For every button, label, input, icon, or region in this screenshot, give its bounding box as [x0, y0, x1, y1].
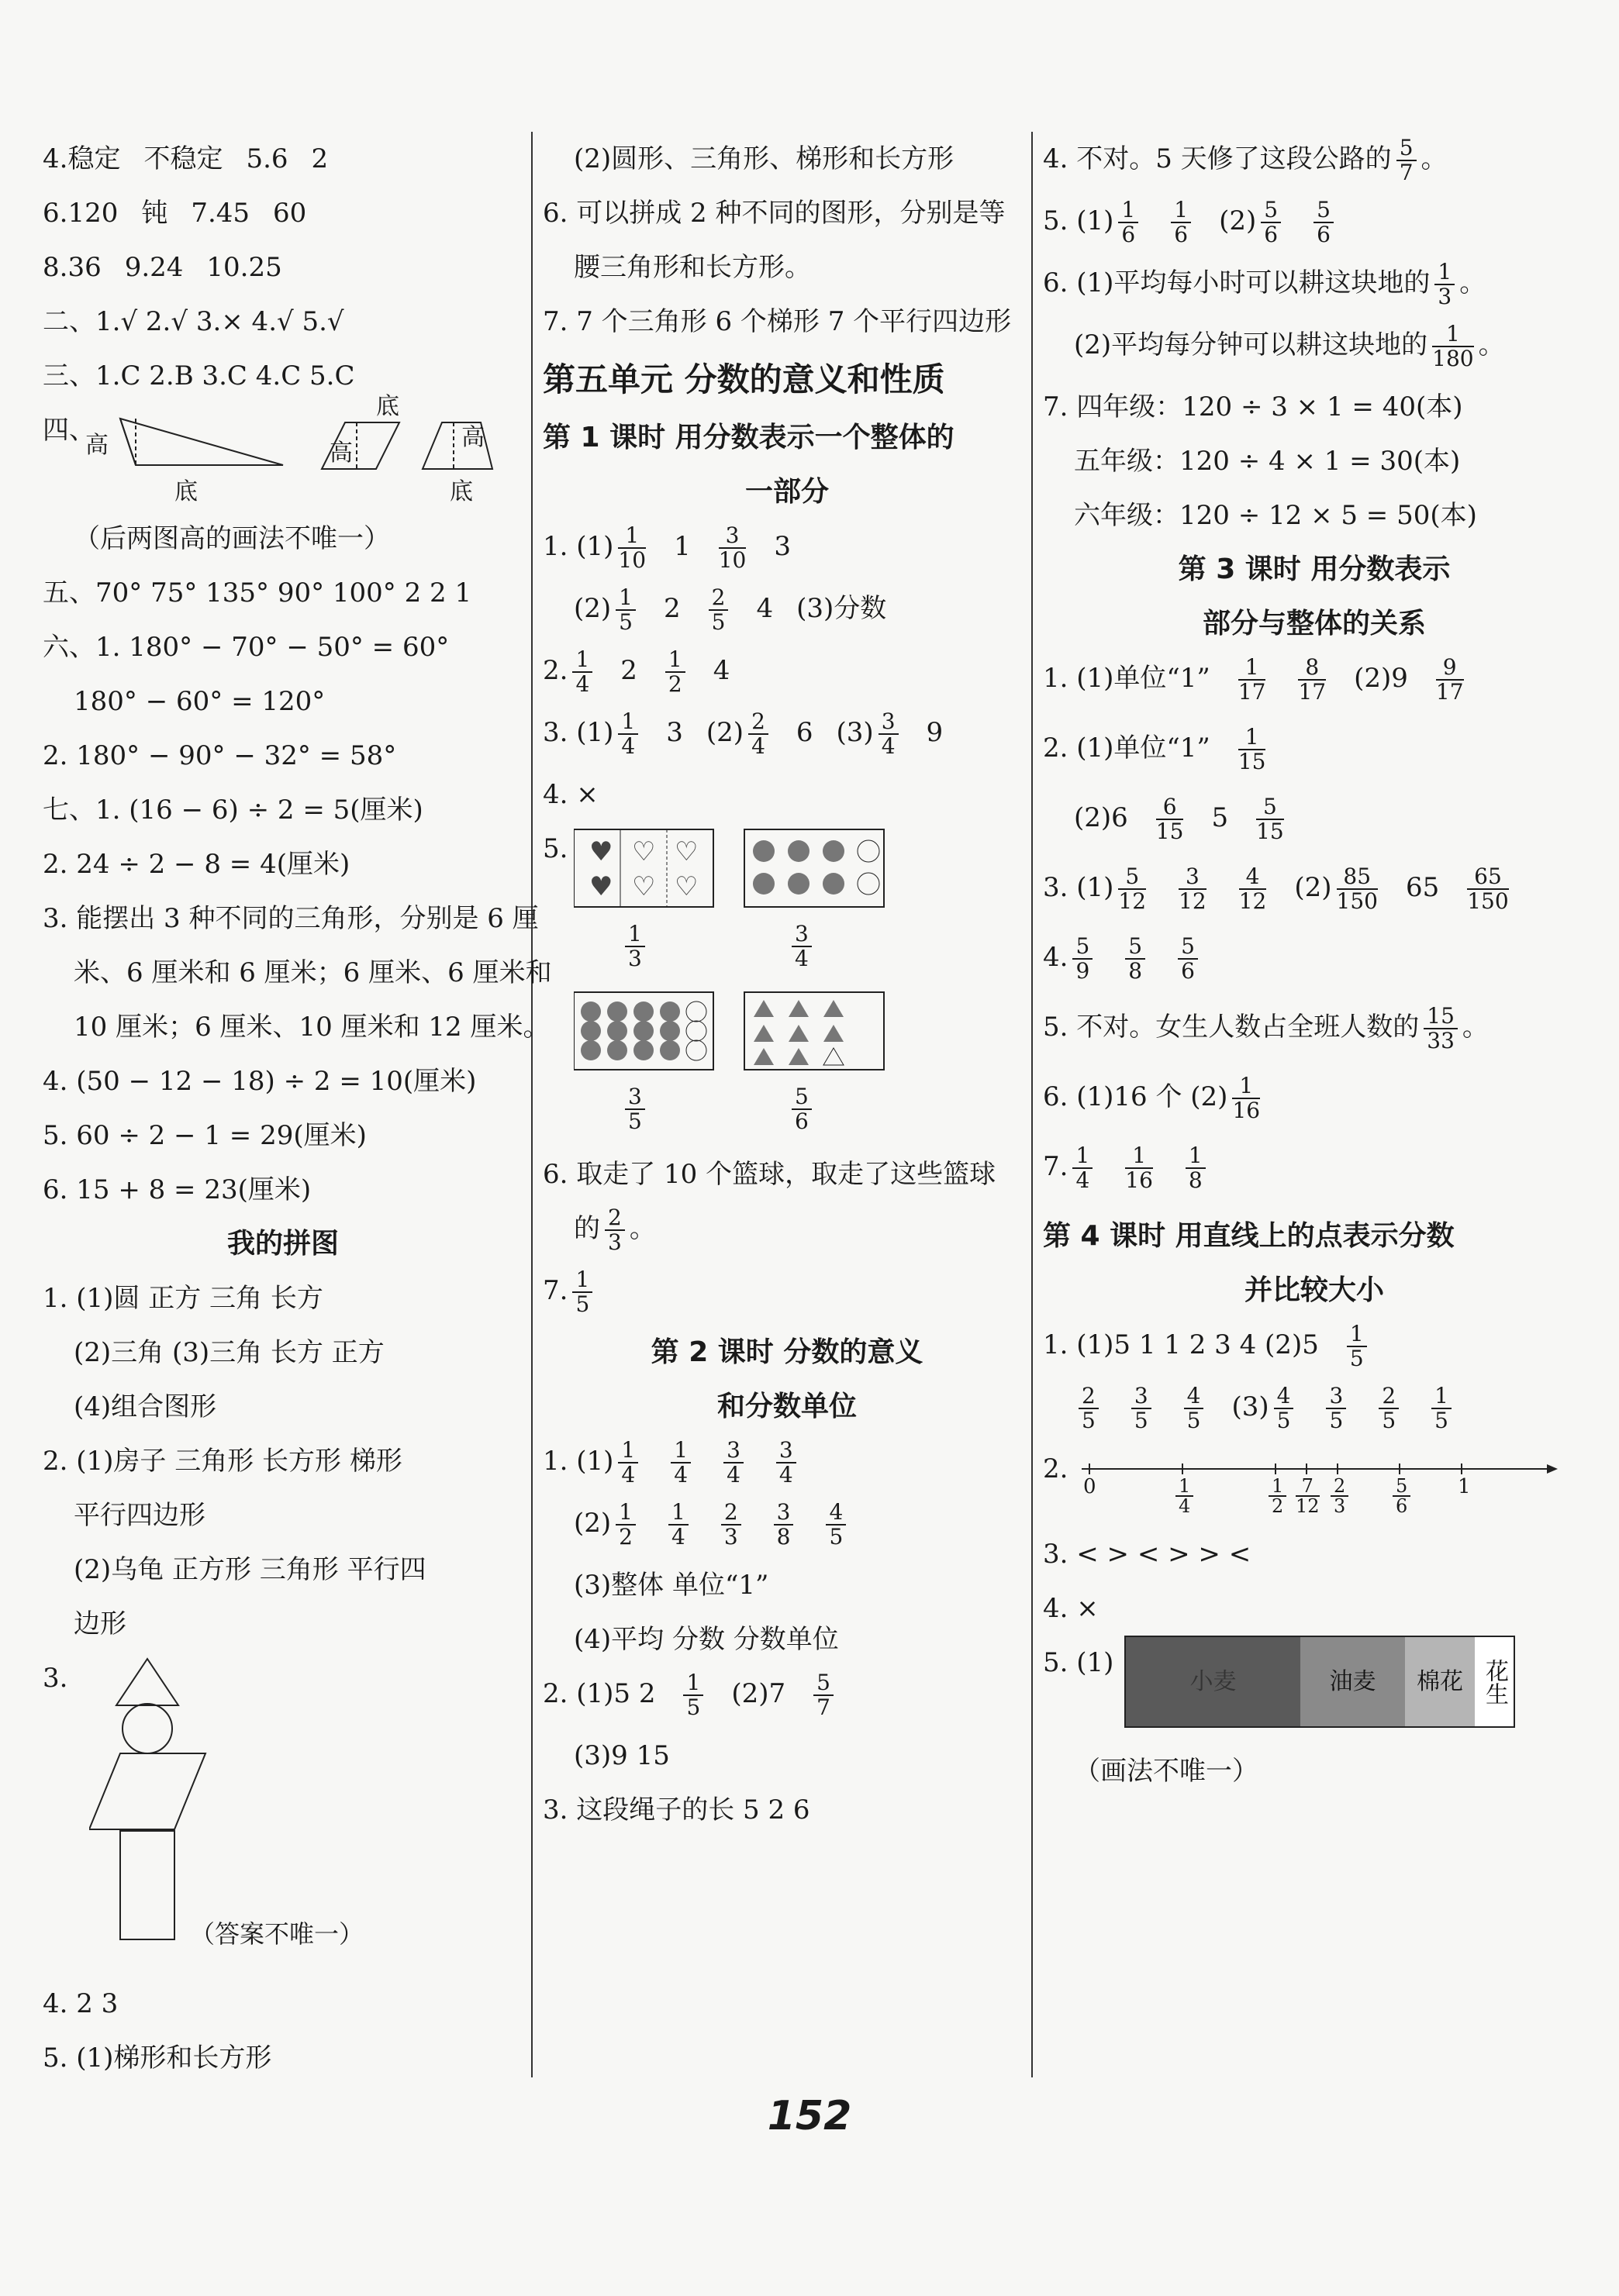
label-height: 高 [461, 424, 485, 451]
column-2 [543, 132, 1031, 1837]
fraction-label: 5 6 [792, 1085, 812, 1133]
answer-line: 2. $\frac{1}{4}$ 2 $\frac{1}{2}$ 4 [543, 646, 730, 697]
label-base: 底 [450, 478, 473, 505]
answer-line: 4. 不对。5 天修了这段公路的 $\frac{5}{7}$ 。 [1043, 135, 1448, 185]
answer-line: (2)6 $\frac{6}{15}$ 5 $\frac{5}{15}$ [1074, 794, 1284, 844]
answer-line: 5. (1)梯形和长方形 [43, 2043, 272, 2074]
crop-bar [1124, 1636, 1515, 1728]
answer-line: 5. (1) $\frac{1}{6}$ $\frac{1}{6}$ (2) $\frac{5}{6}$ $\frac{5}{6}$ [1043, 194, 1586, 256]
answer-line: 六、1. 180° − 70° − 50° = 60° [43, 632, 450, 663]
number-line-axis [1082, 1457, 1562, 1481]
lesson-title: 一部分 [744, 476, 829, 508]
answer-line: 1. (1) $\frac{1}{10}$ 1 $\frac{3}{10}$ 3 [543, 522, 791, 573]
answer-line: 4. × [543, 779, 599, 810]
answer-line: 2. 180° − 90° − 32° = 58° [43, 740, 397, 771]
lesson-title: 和分数单位 [716, 1391, 857, 1422]
answer-line: 1. (1)5 1 1 2 3 4 (2)5 $\frac{1}{5}$ [1043, 1318, 1586, 1380]
svg-text:♡: ♡ [632, 871, 656, 902]
answer-line: 6.120 钝 7.45 60 [43, 198, 307, 229]
answer-line: 边形 [74, 1608, 126, 1639]
tick-label: 1 2 [1269, 1477, 1286, 1515]
answer-line: (2)三角 (3)三角 长方 正方 [74, 1337, 385, 1368]
answer-line: 4. $\frac{5}{9}$ $\frac{5}{8}$ $\frac{5}{6}$ [1043, 930, 1586, 1000]
answer-line: 2. (1)房子 三角形 长方形 梯形 [43, 1446, 402, 1477]
answer-line: 6. (1)平均每小时可以耕这块地的 $\frac{1}{3}$ 。 [1043, 259, 1486, 309]
answer-line: 6. 可以拼成 2 种不同的图形，分别是等 [543, 198, 1006, 229]
answer-line: (2)平均每分钟可以耕这块地的 $\frac{1}{180}$ 。 [1074, 321, 1505, 371]
column-3 [1043, 132, 1586, 1798]
answer-line: 4. (50 − 12 − 18) ÷ 2 = 10(厘米) [43, 1066, 477, 1097]
crop-segment-oat: 油麦 [1300, 1637, 1405, 1726]
answer-line: 6. (1)16 个 (2) $\frac{1}{16}$ [1043, 1073, 1261, 1123]
answer-line: 7. $\frac{1}{5}$ [543, 1263, 1031, 1326]
answer-line: 3. (1) $\frac{5}{12}$ $\frac{3}{12}$ $\frac{4}{12}$ (2) $\frac{85}{150}$ 65 $\frac{65}{150}$ [1043, 864, 1509, 914]
number-line: 2. 0 1 4 1 2 7 12 2 3 5 6 1 [1043, 1442, 1586, 1527]
answer-line: 1. (1)单位“1” $\frac{1}{17}$ $\frac{8}{17}$ (2)9 $\frac{9}{17}$ [1043, 654, 1464, 705]
answer-line: 二、1.√ 2.√ 3.× 4.√ 5.√ [43, 306, 344, 337]
fraction-label: 1 3 [625, 922, 645, 970]
answer-line: 腰三角形和长方形。 [574, 252, 811, 283]
note-line: （画法不唯一） [1074, 1756, 1258, 1787]
answer-line: (3)9 15 [574, 1740, 670, 1771]
answer-line: 7. 7 个三角形 6 个梯形 7 个平行四边形 [543, 306, 1012, 337]
unit-title: 第五单元 分数的意义和性质 [543, 360, 945, 398]
tick-label: 1 4 [1175, 1477, 1193, 1515]
answer-line: 三、1.C 2.B 3.C 4.C 5.C [43, 360, 355, 391]
tick-label: 2 3 [1331, 1477, 1348, 1515]
answer-line: 1. (1)圆 正方 三角 长方 [43, 1283, 323, 1314]
lesson-title: 第 1 课时 用分数表示一个整体的 [543, 422, 954, 453]
fraction-label: 3 4 [792, 922, 812, 970]
answer-line: 2. (1)5 2 $\frac{1}{5}$ (2)7 $\frac{5}{7}$ [543, 1667, 1031, 1729]
answer-line: 5. 不对。女生人数占全班人数的 $\frac{15}{33}$ 。 [1043, 1003, 1489, 1053]
note-text: （答案不唯一） [190, 1919, 364, 1949]
answer-line: 6. 取走了 10 个篮球，取走了这些篮球 [543, 1159, 996, 1190]
svg-text:♡: ♡ [675, 836, 699, 867]
answer-line: 1. (1) $\frac{1}{4}$ $\frac{1}{4}$ $\frac{3}{4}$ $\frac{3}{4}$ [543, 1434, 1031, 1496]
answer-line: 3. 这段绳子的长 5 2 6 [543, 1794, 810, 1825]
answer-line: 五、70° 75° 135° 90° 100° 2 2 1 [43, 577, 472, 608]
label-base: 底 [174, 478, 198, 505]
column-1 [43, 132, 552, 2085]
fraction-label: 3 5 [625, 1085, 645, 1133]
answer-line: 2. 24 ÷ 2 − 8 = 4(厘米) [43, 849, 350, 880]
answer-line: 6. 15 + 8 = 23(厘米) [43, 1174, 312, 1205]
tick-label: 7 12 [1296, 1475, 1320, 1517]
puzzle-figure: 3. （答案不唯一） [43, 1651, 523, 1977]
svg-text:♥: ♥ [589, 871, 613, 902]
answer-line: (2) $\frac{1}{2}$ $\frac{1}{4}$ $\frac{2}{3}$ $\frac{3}{8}$ $\frac{4}{5}$ [543, 1496, 1031, 1558]
answer-line: 8.36 9.24 10.25 [43, 252, 282, 283]
answer-line: 3. 能摆出 3 种不同的三角形，分别是 6 厘 [43, 903, 539, 934]
answer-line: 180° − 60° = 120° [74, 686, 326, 717]
crop-segment-peanut: 花生 [1475, 1637, 1514, 1726]
shaded-shapes-figure: 5. ♥ ♥ ♡ ♡ ♡ ♡ 1 3 3 4 3 5 5 6 [543, 822, 1031, 1147]
crop-segment-wheat: 小麦 [1126, 1637, 1300, 1726]
lesson-title: 第 3 课时 用分数表示 [1178, 553, 1451, 585]
fraction-boxes [574, 822, 899, 1147]
column-divider [531, 132, 533, 2077]
crop-bar-figure: 5. (1) 小麦 油麦 棉花 花生 [1043, 1636, 1586, 1744]
answer-line: (4)平均 分数 分数单位 [574, 1624, 839, 1655]
answer-line: 7. $\frac{1}{4}$ $\frac{1}{16}$ $\frac{1}{8}$ [1043, 1139, 1586, 1209]
answer-line: 4. 2 3 [43, 1988, 119, 2019]
label-height: 高 [330, 440, 353, 467]
note-line: （后两图高的画法不唯一） [74, 523, 390, 554]
answer-line: 3. (1) $\frac{1}{4}$ 3 (2) $\frac{2}{4}$ 6 (3) $\frac{3}{4}$ 9 [543, 708, 944, 759]
answer-line: (2)乌龟 正方形 三角形 平行四 [74, 1554, 426, 1585]
answer-line: (2) $\frac{1}{5}$ 2 $\frac{2}{5}$ 4 (3)分数 [574, 584, 887, 635]
lesson-title: 第 2 课时 分数的意义 [651, 1336, 923, 1368]
svg-text:♡: ♡ [632, 836, 656, 867]
answer-line: 7. 四年级：120 ÷ 3 × 1 = 40(本) [1043, 391, 1463, 422]
answer-line: 3. < > < > > < [1043, 1539, 1251, 1570]
lesson-title: 并比较大小 [1244, 1274, 1384, 1306]
answer-line: 2. (1)单位“1” $\frac{1}{15}$ [1043, 724, 1266, 774]
tick-label: 1 [1458, 1475, 1471, 1498]
answer-line: 4.稳定 不稳定 5.6 2 [43, 143, 329, 174]
answer-line: $\frac{2}{5}$ $\frac{3}{5}$ $\frac{4}{5}$ (3) $\frac{4}{5}$ $\frac{3}{5}$ $\frac{2}{5}$ $\frac{1}{5}$ [1043, 1380, 1586, 1442]
lesson-title: 第 4 课时 用直线上的点表示分数 [1043, 1220, 1455, 1252]
answer-line: 10 厘米；6 厘米、10 厘米和 12 厘米。 [74, 1012, 550, 1043]
column-divider [1031, 132, 1033, 2077]
answer-line: 5. 60 ÷ 2 − 1 = 29(厘米) [43, 1120, 367, 1151]
svg-text:♡: ♡ [675, 871, 699, 902]
answer-line: (3)整体 单位“1” [574, 1570, 769, 1601]
answer-line: 六年级：120 ÷ 12 × 5 = 50(本) [1074, 500, 1477, 531]
crop-segment-cotton: 棉花 [1405, 1637, 1475, 1726]
answer-line: 平行四边形 [74, 1500, 205, 1531]
answer-line: 七、1. (16 − 6) ÷ 2 = 5(厘米) [43, 795, 423, 826]
answer-line: (2)圆形、三角形、梯形和长方形 [574, 143, 954, 174]
page-number: 152 [767, 2093, 852, 2139]
height-drawings: 四、 高 底 底 高 高 底 [43, 403, 523, 512]
tick-label: 0 [1083, 1475, 1096, 1498]
answer-line: 4. × [1043, 1593, 1099, 1624]
answer-line: 五年级：120 ÷ 4 × 1 = 30(本) [1074, 446, 1461, 477]
answer-line: 米、6 厘米和 6 厘米；6 厘米、6 厘米和 [74, 957, 552, 988]
svg-text:♥: ♥ [589, 836, 613, 867]
label-height: 高 [85, 432, 109, 459]
lesson-title: 部分与整体的关系 [1202, 608, 1426, 640]
answer-line: 的 $\frac{2}{3}$ 。 [574, 1205, 656, 1255]
answer-line: (4)组合图形 [74, 1391, 217, 1422]
tick-label: 5 6 [1393, 1477, 1410, 1515]
label-base: 底 [376, 393, 399, 420]
section-title: 我的拼图 [226, 1228, 339, 1260]
